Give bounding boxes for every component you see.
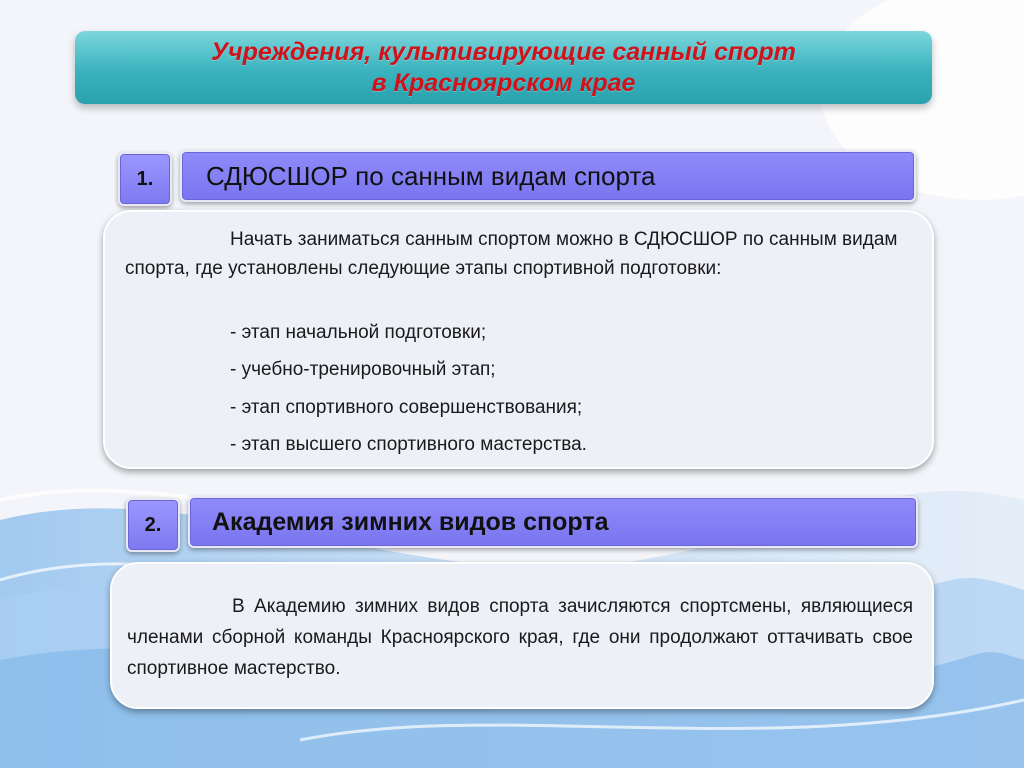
section1-content (103, 210, 934, 469)
section1-number: 1. (118, 152, 172, 206)
section1-heading: СДЮСШОР по санным видам спорта (180, 150, 916, 202)
stage-item: - учебно-тренировочный этап; (230, 359, 496, 380)
slide-title-line2: в Красноярском крае (371, 68, 636, 97)
section2-content (110, 562, 934, 709)
stage-item: - этап начальной подготовки; (230, 322, 487, 343)
section1-intro: Начать заниматься санным спортом можно в СДЮСШОР по санным видам спорта, где установлены следующие этапы спортивной подготовки: (125, 229, 898, 279)
stage-item: - этап высшего спортивного мастерства. (230, 434, 587, 455)
section2-heading: Академия зимних видов спорта (188, 496, 918, 548)
stage-item: - этап спортивного совершенствования; (230, 397, 583, 418)
section2-text: В Академию зимних видов спорта зачисляются спортсмены, являющиеся членами сборной команды Красноярского края, где они продолжают оттачивать свое спортивное мастерство. (127, 596, 913, 679)
slide-title-line1: Учреждения, культивирующие санный спорт (211, 37, 796, 66)
slide-title (75, 31, 932, 104)
section2-number: 2. (126, 498, 180, 552)
